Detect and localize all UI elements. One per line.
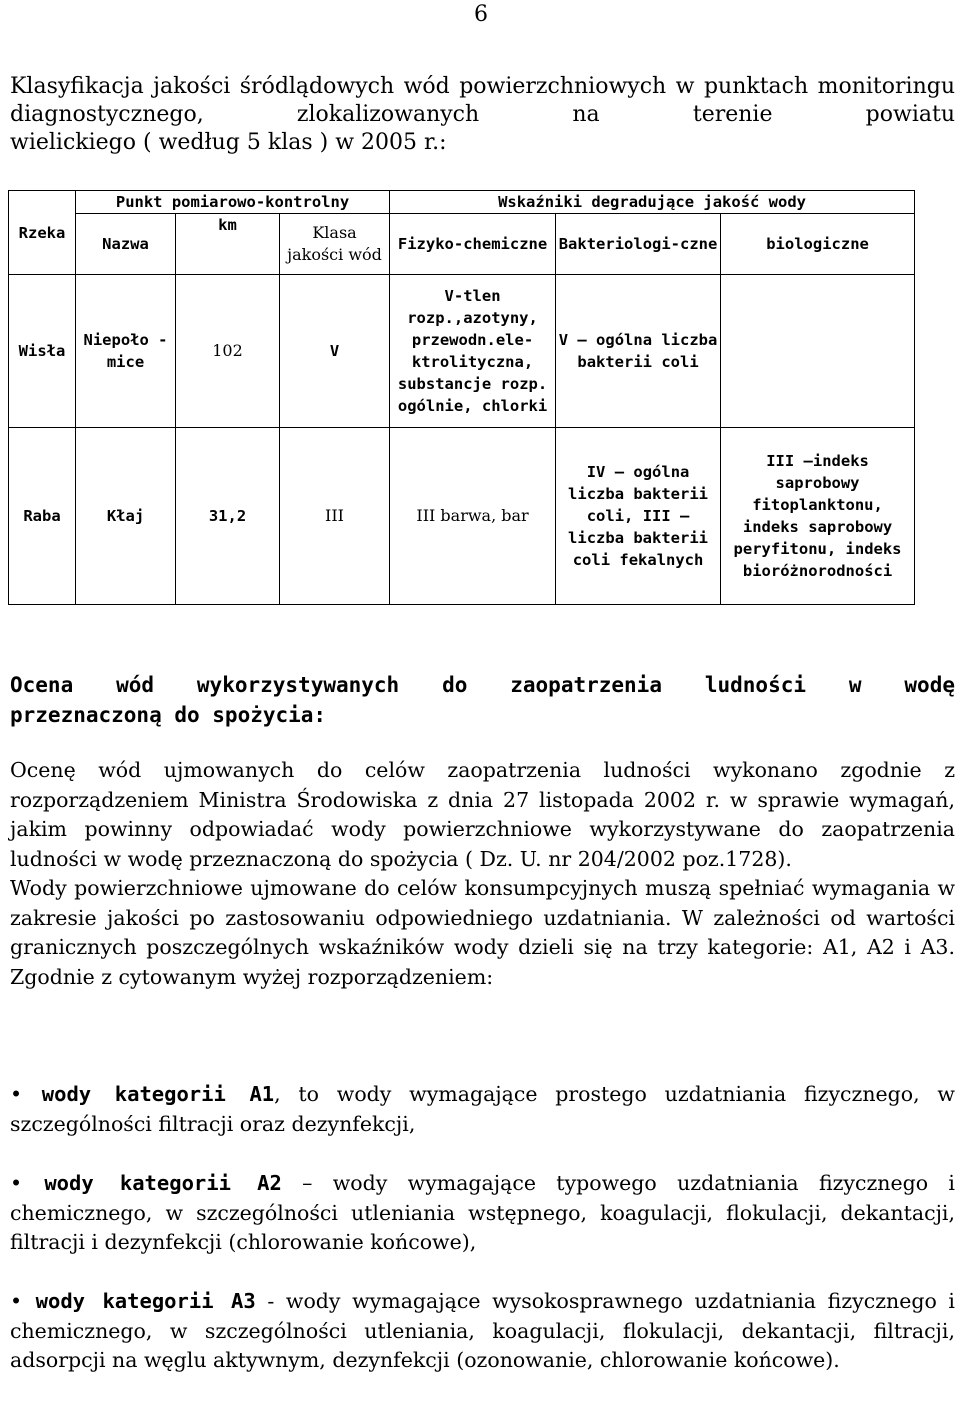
bullet-term: wody kategorii A1 bbox=[41, 1082, 275, 1106]
cell-rzeka: Raba bbox=[9, 428, 76, 605]
cell-km: 102 bbox=[176, 275, 280, 428]
intro-line-2: wielickiego ( według 5 klas ) w 2005 r.: bbox=[10, 130, 447, 155]
table-row bbox=[9, 428, 915, 605]
section-heading-line-2: przeznaczoną do spożycia: bbox=[10, 703, 327, 727]
header-km: km bbox=[176, 214, 280, 275]
header-nazwa: Nazwa bbox=[76, 214, 176, 275]
intro-paragraph bbox=[10, 73, 955, 157]
list-item bbox=[10, 1169, 955, 1258]
cell-fizyko: V-tlen rozp.,azotyny, przewodn.ele-ktrolityczna, substancje rozp. ogólnie, chlorki bbox=[390, 275, 556, 428]
cell-bio bbox=[721, 275, 915, 428]
body-paragraph-1: Ocenę wód ujmowanych do celów zaopatrzenia ludności wykonano zgodnie z rozporządzeniem Ministra Środowiska z dnia 27 listopada 2002 r. w sprawie wymagań, jakim powinny odpowiadać wody powierzchniowe wykorzystywane do zaopatrzenia ludności w wodę przeznaczoną do spożycia ( Dz. U. nr 204/2002 poz.1728). bbox=[10, 758, 955, 871]
bullet-icon: • bbox=[10, 1289, 23, 1313]
bullet-text: - wody wymagające wysokosprawnego uzdatniania fizycznego i chemicznego, w szczególności utleniania, koagulacji, flokulacji, dekantacji, filtracji, adsorpcji na węglu aktywnym, dezynfekcji (ozonowanie, chlorowanie końcowe). bbox=[10, 1289, 955, 1372]
section-heading-line-1: Ocena wód wykorzystywanych do zaopatrzenia ludności w wodę bbox=[10, 673, 955, 697]
header-bakterio: Bakteriologi-czne bbox=[556, 214, 721, 275]
list-item bbox=[10, 1287, 955, 1376]
body-paragraph-2: Wody powierzchniowe ujmowane do celów konsumpcyjnych muszą spełniać wymagania w zakresie jakości po zastosowaniu odpowiedniego uzdatniania. W zależności od wartości granicznych poszczególnych wskaźników wody dzieli się na trzy kategorie: A1, A2 i A3. Zgodnie z cytowanym wyżej rozporządzeniem: bbox=[10, 876, 955, 989]
cell-klasa: III bbox=[280, 428, 390, 605]
intro-line-1: Klasyfikacja jakości śródlądowych wód powierzchniowych w punktach monitoringu diagnostycznego, zlokalizowanych na terenie powiatu bbox=[10, 74, 955, 127]
table-row bbox=[9, 275, 915, 428]
cell-bio: III –indeks saprobowy fitoplanktonu, indeks saprobowy peryfitonu, indeks bioróżnorodności bbox=[721, 428, 915, 605]
bullet-term: wody kategorii A3 bbox=[35, 1289, 256, 1313]
header-fizyko: Fizyko-chemiczne bbox=[390, 214, 556, 275]
header-klasa: Klasa jakości wód bbox=[280, 214, 390, 275]
water-quality-table bbox=[8, 190, 915, 605]
cell-fizyko: III barwa, bar bbox=[390, 428, 556, 605]
cell-rzeka: Wisła bbox=[9, 275, 76, 428]
bullet-icon: • bbox=[10, 1082, 23, 1106]
list-item bbox=[10, 1080, 955, 1139]
cell-klasa: V bbox=[280, 275, 390, 428]
section-heading bbox=[10, 670, 955, 730]
body-text bbox=[10, 756, 955, 992]
cell-bakterio: IV – ogólna liczba bakterii coli, III – liczba bakterii coli fekalnych bbox=[556, 428, 721, 605]
header-punkt: Punkt pomiarowo-kontrolny bbox=[76, 191, 390, 214]
page-number: 6 bbox=[474, 2, 488, 27]
header-rzeka: Rzeka bbox=[9, 191, 76, 275]
header-wskazniki: Wskaźniki degradujące jakość wody bbox=[390, 191, 915, 214]
bullet-term: wody kategorii A2 bbox=[44, 1171, 282, 1195]
cell-nazwa: Niepoło -mice bbox=[76, 275, 176, 428]
bullet-text: , to wody wymagające prostego uzdatniania fizycznego, w szczególności filtracji oraz dezynfekcji, bbox=[10, 1082, 955, 1136]
cell-bakterio: V – ogólna liczba bakterii coli bbox=[556, 275, 721, 428]
cell-nazwa: Kłaj bbox=[76, 428, 176, 605]
header-bio: biologiczne bbox=[721, 214, 915, 275]
cell-km: 31,2 bbox=[176, 428, 280, 605]
bullet-text: – wody wymagające typowego uzdatniania fizycznego i chemicznego, w szczególności utleniania wstępnego, koagulacji, flokulacji, dekantacji, filtracji i dezynfekcji (chlorowanie końcowe), bbox=[10, 1171, 955, 1254]
bullet-icon: • bbox=[10, 1171, 23, 1195]
